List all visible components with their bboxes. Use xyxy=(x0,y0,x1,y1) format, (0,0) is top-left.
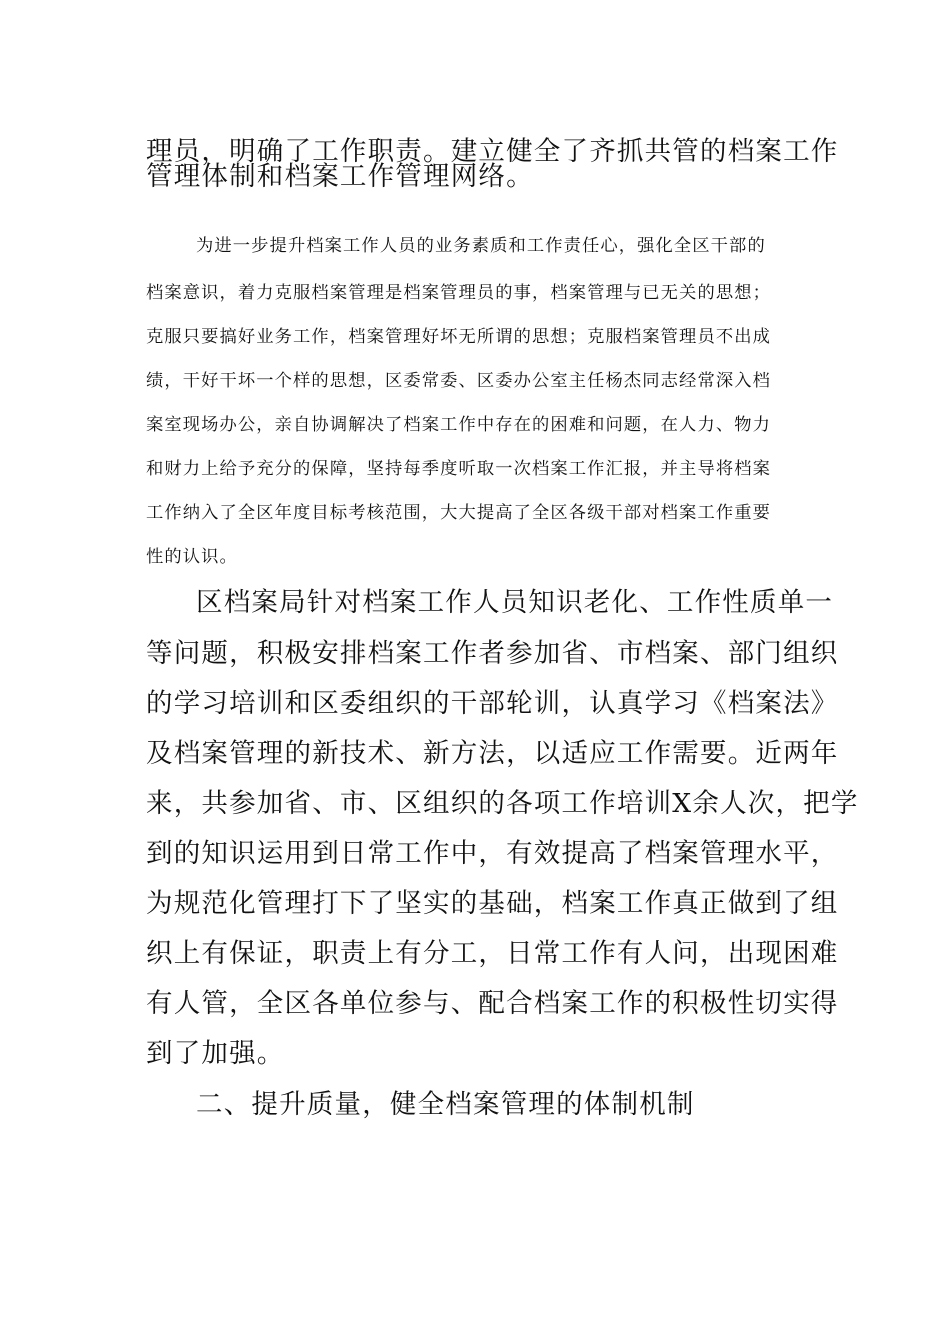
paragraph-2-line: 工作纳入了全区年度目标考核范围，大大提高了全区各级干部对档案工作重要 xyxy=(146,503,771,523)
paragraph-3-line: 到了加强。 xyxy=(146,1038,285,1069)
paragraph-3-line: 来，共参加省、市、区组织的各项工作培训X余人次，把学 xyxy=(146,788,859,819)
paragraph-3-line: 为规范化管理打下了坚实的基础，档案工作真正做到了组 xyxy=(146,888,839,919)
paragraph-2-line: 案室现场办公，亲自协调解决了档案工作中存在的困难和问题，在人力、物力 xyxy=(146,415,771,435)
paragraph-2-line: 为进一步提升档案工作人员的业务素质和工作责任心，强化全区干部的 xyxy=(196,236,766,256)
paragraph-2-line: 和财力上给予充分的保障，坚持每季度听取一次档案工作汇报，并主导将档案 xyxy=(146,459,771,479)
paragraph-1-line: 管理体制和档案工作管理网络。 xyxy=(146,161,534,192)
section-heading: 二、提升质量，健全档案管理的体制机制 xyxy=(196,1089,695,1120)
paragraph-3-line: 的学习培训和区委组织的干部轮训，认真学习《档案法》 xyxy=(146,688,839,719)
paragraph-2-line: 档案意识，着力克服档案管理是档案管理员的事，档案管理与已无关的思想； xyxy=(146,283,771,303)
paragraph-2-line: 克服只要搞好业务工作，档案管理好坏无所谓的思想；克服档案管理员不出成 xyxy=(146,327,771,347)
paragraph-3-line: 织上有保证，职责上有分工，日常工作有人问，出现困难 xyxy=(146,938,839,969)
paragraph-3-line: 等问题，积极安排档案工作者参加省、市档案、部门组织 xyxy=(146,638,839,669)
paragraph-2-line: 性的认识。 xyxy=(146,547,238,567)
paragraph-3-line: 有人管，全区各单位参与、配合档案工作的积极性切实得 xyxy=(146,988,839,1019)
paragraph-2-line: 绩，干好干坏一个样的思想，区委常委、区委办公室主任杨杰同志经常深入档 xyxy=(146,371,771,391)
paragraph-3-line: 区档案局针对档案工作人员知识老化、工作性质单一 xyxy=(196,587,834,618)
paragraph-1-line: 理员，明确了工作职责。建立健全了齐抓共管的档案工作 xyxy=(146,136,839,167)
paragraph-3-line: 到的知识运用到日常工作中，有效提高了档案管理水平， xyxy=(146,838,839,869)
paragraph-3-line: 及档案管理的新技术、新方法，以适应工作需要。近两年 xyxy=(146,738,839,769)
